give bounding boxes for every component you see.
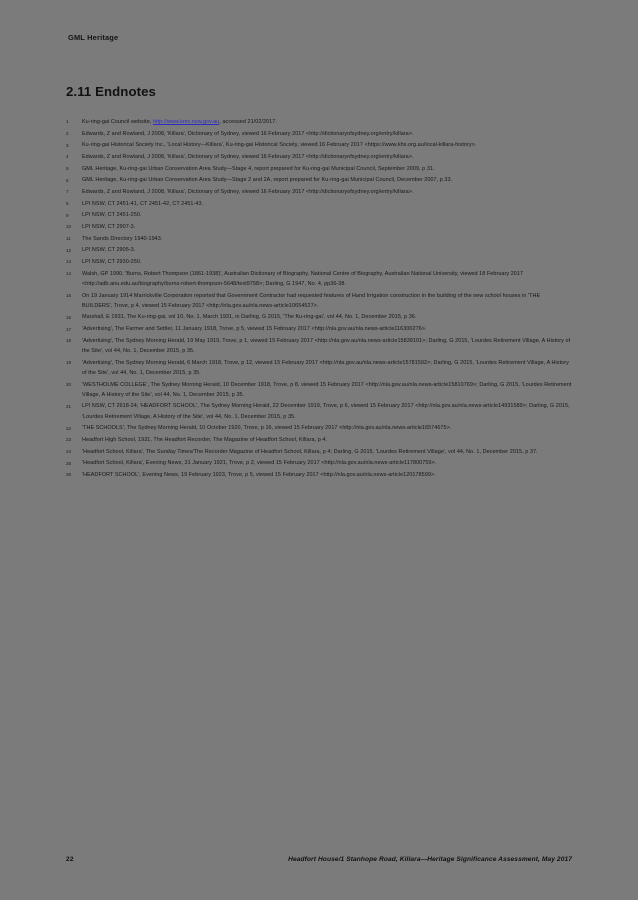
endnote-item [66, 291, 572, 312]
endnote-number: 24 [66, 449, 72, 455]
endnote-item [66, 210, 572, 221]
endnote-number: 26 [66, 472, 72, 478]
endnote-text: LPI NSW, CT 2930-250. [82, 259, 142, 266]
endnote-number: 17 [66, 326, 72, 332]
endnote-number: 4 [66, 154, 69, 160]
endnote-item [66, 470, 572, 481]
endnote-item [66, 435, 572, 446]
endnote-number: 11 [66, 236, 71, 242]
endnote-number: 18 [66, 338, 72, 344]
endnote-number: 14 [66, 271, 72, 277]
endnote-text: 'HEADFORT SCHOOL', Evening News, 19 February 1923, Trove, p 5, viewed 15 February 2017 <http://nla.gov.au/nla.news-article120178599>. [82, 472, 436, 479]
endnote-number: 22 [66, 425, 72, 431]
endnote-number: 12 [66, 247, 72, 253]
endnote-number: 20 [66, 381, 72, 387]
endnote-number: 7 [66, 189, 69, 195]
endnote-text: Headfort High School, 1931, The Headfort Recorder, The Magazine of Headfort School, Killara, p 4. [82, 437, 328, 443]
endnote-text: The Sands Directory 1940-1943. [82, 235, 163, 242]
endnote-item [66, 117, 572, 128]
endnote-item [66, 269, 572, 290]
endnote-item [66, 234, 572, 245]
endnote-number: 1 [66, 119, 69, 125]
endnote-item [66, 140, 572, 151]
endnote-number: 21 [66, 403, 72, 409]
endnote-item [66, 257, 572, 268]
endnote-item [66, 129, 572, 140]
endnote-text: 'Advertising', The Farmer and Settler, 11 January 1918, Trove, p 5, viewed 15 February 2017 <http://nla.gov.au/nla.news-article116300276>. [82, 326, 427, 333]
endnote-text: LPI NSW, CT 2451-250. [82, 212, 142, 219]
endnote-text: LPI NSW, CT 2918-24; 'HEADFORT SCHOOL', The Sydney Morning Herald, 22 December 1919, Trove, p 6, viewed 15 February 2017 <http://nla.gov.au/nla.news-article14931589>; Darling, G 2015, 'Lourdes Retirement Village, A History of the Site', vol 44, No. 1, December 2015, p 35. [82, 403, 570, 421]
endnote-text: 'Advertising', The Sydney Morning Herald, 6 March 1918, Trove, p 12, viewed 15 February 2017 <http://nla.gov.au/nla.news-article15781592>; Darling, G 2015, 'Lourdes Retirement Village, A History of the Site', vol 44, No. 1, December 2015, p 35. [82, 359, 569, 377]
endnote-text: Walsh, GP 1990, 'Burns, Robert Thompson (1861-1938)', Australian Dictionary of Biography, National Centre of Biography, Australian National University, viewed 18 February 2017 <http://adb.anu.edu.au/biography/burns-robert-thompson-5648/text9758>; Darling, G 1947, No. 4, pp36-38. [82, 270, 524, 288]
endnote-item [66, 458, 572, 469]
endnote-item [66, 152, 572, 163]
endnote-number: 10 [66, 224, 72, 230]
endnote-item [66, 312, 572, 323]
endnote-text: LPI NSW, CT 2451-41, CT 2451-42, CT 2451-43. [82, 200, 204, 207]
endnote-text: 'Headfort School, Killara', The Sunday Times/The Recorder Magazine of Headfort School, Killara, p 4; Darling, G 2015, 'Lourdes Retirement Village', vol 44, No. 1, December 2015, p 37. [82, 448, 538, 455]
endnote-number: 15 [66, 293, 72, 298]
endnote-number: 2 [66, 131, 69, 137]
endnote-number: 19 [66, 360, 72, 366]
page-footer [66, 856, 572, 863]
endnote-text: 'Advertising', The Sydney Morning Herald, 19 May 1919, Trove, p 1, viewed 15 February 2017 <http://nla.gov.au/nla.news-article15839101>; Darling, G 2015, 'Lourdes Retirement Village, A History of the Site', vol 44, No. 1, December 2015, p 35. [82, 337, 571, 355]
endnote-number: 3 [66, 142, 69, 148]
endnote-number: 25 [66, 460, 72, 466]
endnote-item [66, 447, 572, 458]
endnote-text: Ku-ring-gai Council website, http://www.kmc.nsw.gov.au, accessed 21/02/2017. [82, 119, 277, 125]
endnote-text: Marshall, E 1931, The Ku-ring-gai, vol 10, No. 1, March 1931, in Darling, G 2015, 'The Ku-ring-gai', vol 44, No. 1, December 2015, p 36. [82, 314, 417, 321]
endnote-text: LPI NSW, CT 2907-3. [82, 224, 136, 231]
endnote-hyperlink[interactable]: http://www.kmc.nsw.gov.au [152, 119, 220, 125]
endnote-item [66, 324, 572, 335]
page-title: 2.11 Endnotes [66, 84, 156, 99]
footer-document-title: Headfort House/1 Stanhope Road, Killara—Heritage Significance Assessment, May 2017 [288, 856, 572, 863]
endnote-item [66, 164, 572, 175]
endnote-text: Edwards, Z and Rowland, J 2008, 'Killara', Dictionary of Sydney, viewed 16 February 2017 <http://dictionaryofsydney.org/entry/killara>. [82, 130, 414, 137]
endnote-number: 9 [66, 212, 69, 218]
endnote-text: 'Headfort School, Killara', Evening News, 31 January 1921, Trove, p 2, viewed 15 February 2017 <http://nla.gov.au/nla.news-article117800759>. [82, 460, 437, 467]
endnote-text: On 19 January 1914 Marrickville Corporation reported that Government Contractor had requested features of Hand Irrigation construction in the building of the new school houses in 'THE BUILDERS', Trove, p 4, viewed 15 February 2017 <http://nla.gov.au/nla.news-article10654527>. [82, 292, 541, 310]
endnote-item [66, 187, 572, 198]
endnotes-list [66, 117, 572, 482]
endnote-text: Ku-ring-gai Historical Society Inc., 'Local History—Killara', Ku-ring-gai Historical Society, viewed 16 February 2017 <https://www.khs.org.au/local-killara-history>. [82, 142, 477, 149]
endnote-number: 6 [66, 177, 69, 183]
endnote-text: 'THE SCHOOLS', The Sydney Morning Herald, 10 October 1920, Trove, p 16, viewed 15 February 2017 <http://nla.gov.au/nla.news-article16574675>. [82, 425, 452, 432]
endnote-item [66, 358, 572, 379]
endnote-text: GML Heritage, Ku-ring-gai Urban Conservation Area Study—Stage 2 and 2A, report prepared for Ku-ring-gai Municipal Council, December 2007, p 33. [82, 177, 453, 184]
endnote-number: 23 [66, 437, 72, 443]
endnote-item [66, 175, 572, 186]
endnote-item [66, 380, 572, 401]
endnote-number: 13 [66, 259, 72, 265]
endnote-number: 8 [66, 201, 69, 207]
endnote-item [66, 199, 572, 210]
endnote-text: GML Heritage, Ku-ring-gai Urban Conservation Area Study—Stage 4, report prepared for Ku-ring-gai Municipal Council, September 2009, p 31. [82, 165, 435, 172]
endnote-item [66, 222, 572, 233]
endnote-text: Edwards, Z and Rowland, J 2008, 'Killara', Dictionary of Sydney, viewed 16 February 2017 <http://dictionaryofsydney.org/entry/killara>. [82, 154, 414, 161]
endnote-item [66, 401, 572, 422]
running-header: GML Heritage [68, 33, 119, 42]
endnote-item [66, 336, 572, 357]
endnote-item [66, 423, 572, 434]
footer-page-number: 22 [66, 856, 74, 863]
endnote-number: 16 [66, 314, 72, 320]
endnote-item [66, 245, 572, 256]
endnote-text: Edwards, Z and Rowland, J 2008, 'Killara', Dictionary of Sydney, viewed 16 February 2017 <http://dictionaryofsydney.org/entry/killara>. [82, 189, 414, 196]
endnote-number: 5 [66, 166, 69, 172]
endnote-text: LPI NSW, CT 2905-3. [82, 247, 136, 254]
endnote-text: 'WESTHOLME COLLEGE', The Sydney Morning Herald, 10 December 1918, Trove, p 8, viewed 15 February 2017 <http://nla.gov.au/nla.news-article15810769>; Darling, G 2015, 'Lourdes Retirement Village, A History of the Site', vol 44, No. 1, December 2015, p 35. [82, 381, 572, 399]
